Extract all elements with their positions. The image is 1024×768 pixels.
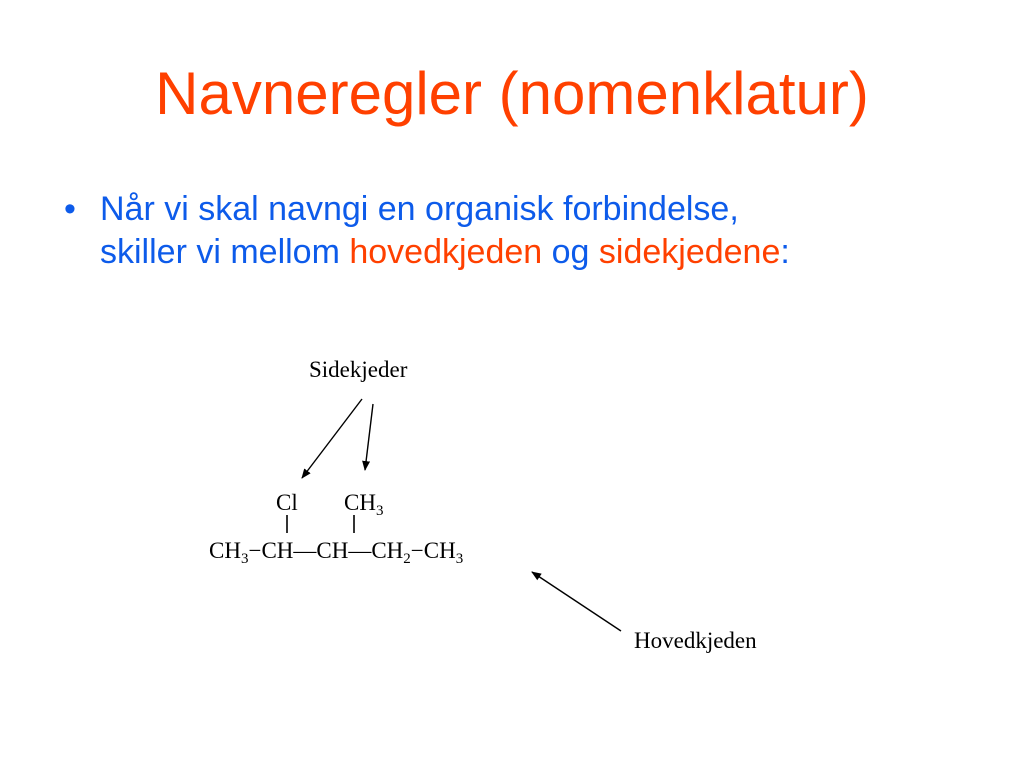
chain-bond-4: −: [410, 538, 424, 563]
chain-ch3-b-subscript: 3: [455, 551, 464, 567]
chain-ch3-a-subscript: 3: [240, 551, 249, 567]
bullet-symbol: •: [64, 190, 76, 228]
bullet-line-2-middle: og: [542, 233, 599, 271]
arrow-to-ch3: [365, 404, 373, 470]
chain-bond-1: −: [248, 538, 262, 563]
highlight-sidekjedene: sidekjedene: [598, 233, 781, 271]
label-hovedkjeden: Hovedkjeden: [634, 628, 757, 653]
chain-ch3-a: CH: [209, 538, 241, 563]
chain-bond-3: —: [348, 538, 372, 563]
chain-ch2: CH: [371, 538, 404, 563]
slide-title: Navneregler (nomenklatur): [155, 60, 869, 127]
chain-ch-a: CH: [261, 538, 294, 563]
substituent-cl: Cl: [276, 490, 298, 515]
substituent-ch3-subscript: 3: [375, 503, 384, 519]
chain-ch3-b: CH: [423, 538, 456, 563]
chain-ch-b: CH: [316, 538, 349, 563]
chain-bond-2: —: [293, 538, 317, 563]
bullet-line-1: Når vi skal navngi en organisk forbindelse,: [100, 190, 739, 228]
bullet-line-2-end: :: [780, 233, 790, 271]
highlight-hovedkjeden: hovedkjeden: [349, 233, 543, 271]
chain-ch2-subscript: 2: [403, 551, 411, 567]
arrow-to-main-chain: [532, 572, 621, 631]
main-chain-formula: [209, 538, 463, 567]
bullet-line-2-start: skiller vi mellom: [100, 233, 350, 271]
substituent-ch3-main: CH: [344, 490, 376, 515]
arrow-to-cl: [302, 399, 362, 478]
label-sidekjeder: Sidekjeder: [309, 357, 408, 382]
substituent-ch3: [344, 490, 383, 519]
